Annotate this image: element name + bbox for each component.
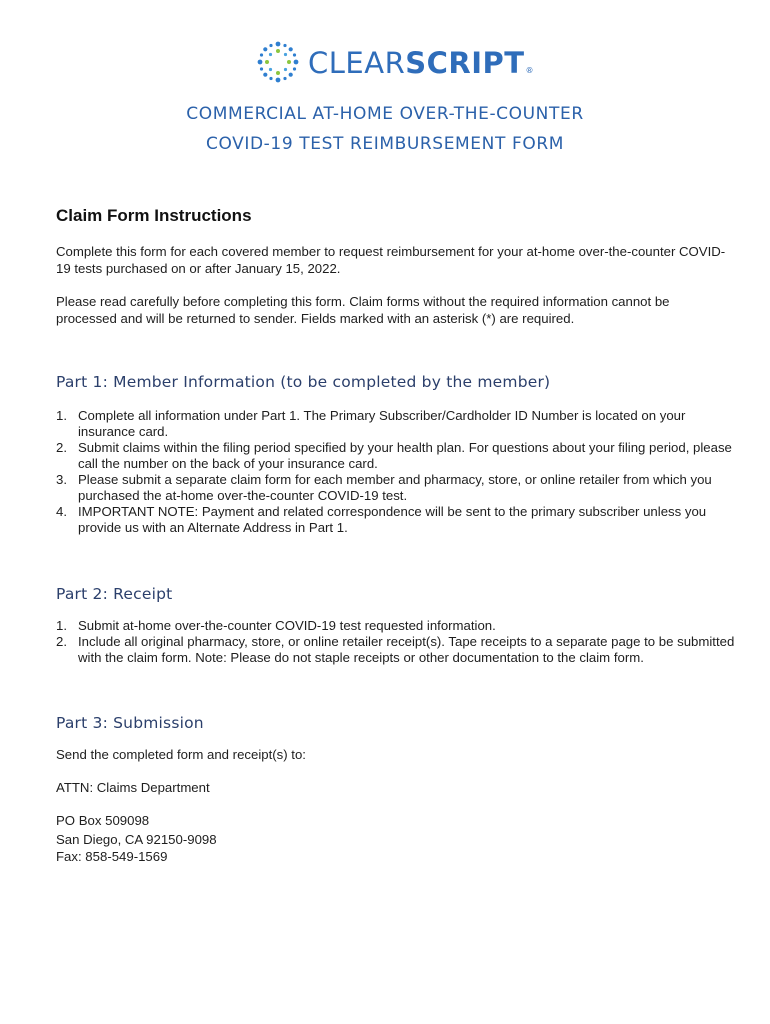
form-title-line-2: COVID-19 TEST REIMBURSEMENT FORM — [206, 134, 564, 154]
list-number: 1. — [56, 618, 67, 633]
list-text: Include all original pharmacy, store, or online retailer receipt(s). Tape receipts to a separate page to be submitted with the claim form. Note: Please do not staple receipts or other documentation to the claim form. — [78, 634, 735, 665]
registered-mark: ® — [525, 65, 535, 75]
list-item — [56, 408, 746, 440]
part1-heading: Part 1: Member Information (to be completed by the member) — [56, 373, 551, 391]
list-number: 3. — [56, 472, 67, 487]
list-item — [56, 618, 746, 634]
list-item — [56, 504, 746, 536]
list-item — [56, 440, 746, 472]
instructions-paragraph-2: Please read carefully before completing this form. Claim forms without the required information cannot be processed and will be returned to sender. Fields marked with an asterisk (*) are required. — [56, 294, 670, 326]
logo-text-light: CLEAR — [308, 45, 406, 80]
form-title-line-1: COMMERCIAL AT-HOME OVER-THE-COUNTER — [186, 104, 584, 124]
part2-heading: Part 2: Receipt — [56, 585, 173, 603]
list-text: Submit at-home over-the-counter COVID-19 test requested information. — [78, 618, 496, 633]
part3-heading: Part 3: Submission — [56, 714, 204, 732]
send-to-text: Send the completed form and receipt(s) to: — [56, 747, 306, 762]
list-text: Submit claims within the filing period specified by your health plan. For questions about your filing period, please call the number on the back of your insurance card. — [78, 440, 732, 471]
instructions-paragraph-1: Complete this form for each covered member to request reimbursement for your at-home over-the-counter COVID-19 tests purchased on or after January 15, 2022. — [56, 244, 726, 276]
list-text: Complete all information under Part 1. The Primary Subscriber/Cardholder ID Number is located on your insurance card. — [78, 408, 686, 439]
logo-wordmark — [308, 45, 535, 80]
fax-line: Fax: 858-549-1569 — [56, 849, 168, 864]
clearscript-logo — [256, 38, 534, 86]
list-item — [56, 472, 746, 504]
part2-list — [56, 618, 746, 666]
instructions-heading: Claim Form Instructions — [56, 206, 252, 225]
attn-line: ATTN: Claims Department — [56, 780, 210, 795]
list-number: 4. — [56, 504, 67, 519]
starburst-logo-icon — [256, 40, 300, 84]
city-line: San Diego, CA 92150-9098 — [56, 832, 217, 847]
list-text: Please submit a separate claim form for each member and pharmacy, store, or online retailer from which you purchased the at-home over-the-counter COVID-19 test. — [78, 472, 712, 503]
po-box-line: PO Box 509098 — [56, 813, 150, 828]
list-number: 1. — [56, 408, 67, 423]
part1-list — [56, 408, 746, 536]
list-item — [56, 634, 746, 666]
list-text: IMPORTANT NOTE: Payment and related correspondence will be sent to the primary subscriber unless you provide us with an Alternate Address in Part 1. — [78, 504, 707, 535]
logo-text-bold: SCRIPT — [405, 45, 525, 80]
list-number: 2. — [56, 440, 67, 455]
list-number: 2. — [56, 634, 67, 649]
